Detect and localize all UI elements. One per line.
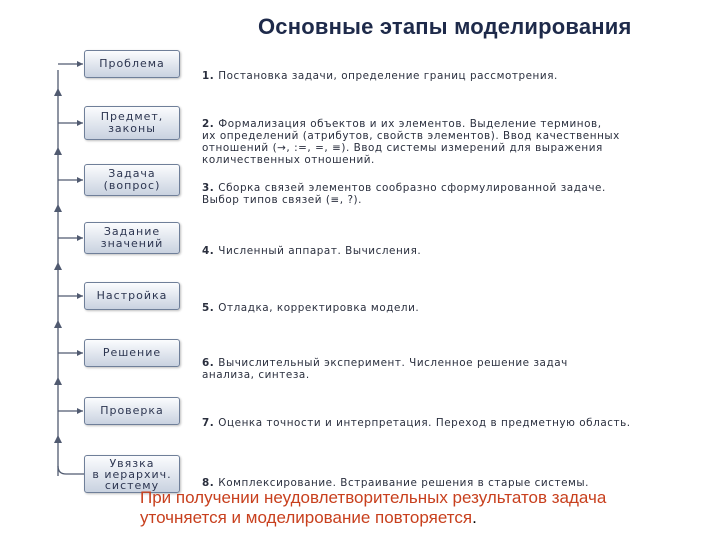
stage-number: 4. bbox=[202, 245, 215, 257]
stage-number: 1. bbox=[202, 70, 215, 82]
stage-label: Задание значений bbox=[100, 225, 164, 250]
return-curve bbox=[58, 466, 84, 474]
stage-number: 2. bbox=[202, 118, 215, 130]
stage-number: 8. bbox=[202, 477, 215, 489]
stage-text: Численный аппарат. Вычисления. bbox=[218, 245, 422, 257]
stage-number: 5. bbox=[202, 302, 215, 314]
stage-label: Задача (вопрос) bbox=[103, 167, 161, 192]
stage-text: Отладка, корректировка модели. bbox=[218, 302, 420, 314]
footer-note bbox=[140, 488, 710, 528]
stage-label: Предмет, законы bbox=[100, 110, 164, 135]
stage-number: 6. bbox=[202, 357, 215, 369]
stage-box-task bbox=[84, 164, 180, 196]
stage-label: Настройка bbox=[96, 289, 168, 302]
stage-text: Вычислительный эксперимент. Численное решение задач анализа, синтеза. bbox=[202, 357, 568, 381]
stage-text: Постановка задачи, определение границ рассмотрения. bbox=[218, 70, 558, 82]
stage-description-1 bbox=[202, 58, 662, 82]
trunk-up-arrow bbox=[54, 320, 62, 328]
stage-description-4 bbox=[202, 233, 662, 257]
stage-box-tuning bbox=[84, 282, 180, 310]
stage-number: 3. bbox=[202, 182, 215, 194]
stage-description-7 bbox=[202, 405, 662, 429]
stage-description-2 bbox=[202, 106, 662, 166]
stage-box-solution bbox=[84, 339, 180, 367]
stage-label: Проверка bbox=[100, 404, 164, 417]
stage-label: Проблема bbox=[99, 57, 165, 70]
diagram-title: Основные этапы моделирования bbox=[258, 14, 632, 39]
trunk-up-arrow bbox=[54, 435, 62, 443]
stage-label: Увязка в иерархич. систему bbox=[92, 456, 172, 492]
stage-text: Сборка связей элементов сообразно сформулированной задаче. Выбор типов связей (≡, ?). bbox=[202, 182, 606, 206]
footer-period: . bbox=[472, 508, 477, 527]
stage-box-check bbox=[84, 397, 180, 425]
stage-text: Оценка точности и интерпретация. Переход в предметную область. bbox=[218, 417, 631, 429]
trunk-up-arrow bbox=[54, 88, 62, 96]
stage-description-5 bbox=[202, 290, 662, 314]
stage-label: Решение bbox=[102, 346, 162, 359]
stage-box-problem bbox=[84, 50, 180, 78]
stage-box-values bbox=[84, 222, 180, 254]
trunk-up-arrow bbox=[54, 377, 62, 385]
footer-text: При получении неудовлетворительных результатов задача уточняется и моделирование повторяется bbox=[140, 488, 607, 527]
stage-description-3 bbox=[202, 170, 662, 206]
trunk-up-arrow bbox=[54, 147, 62, 155]
stage-text: Формализация объектов и их элементов. Выделение терминов, их определений (атрибутов, свойств элементов). Ввод качественных отношений (→, :=, =, ≡). Ввод системы измерений для выражения количественных отношений. bbox=[202, 118, 620, 166]
stage-box-subject-laws bbox=[84, 106, 180, 140]
trunk-up-arrow bbox=[54, 262, 62, 270]
stage-text: Комплексирование. Встраивание решения в старые системы. bbox=[218, 477, 590, 489]
stage-description-6 bbox=[202, 345, 662, 381]
stage-description-8 bbox=[202, 465, 662, 489]
stage-number: 7. bbox=[202, 417, 215, 429]
trunk-up-arrow bbox=[54, 204, 62, 212]
